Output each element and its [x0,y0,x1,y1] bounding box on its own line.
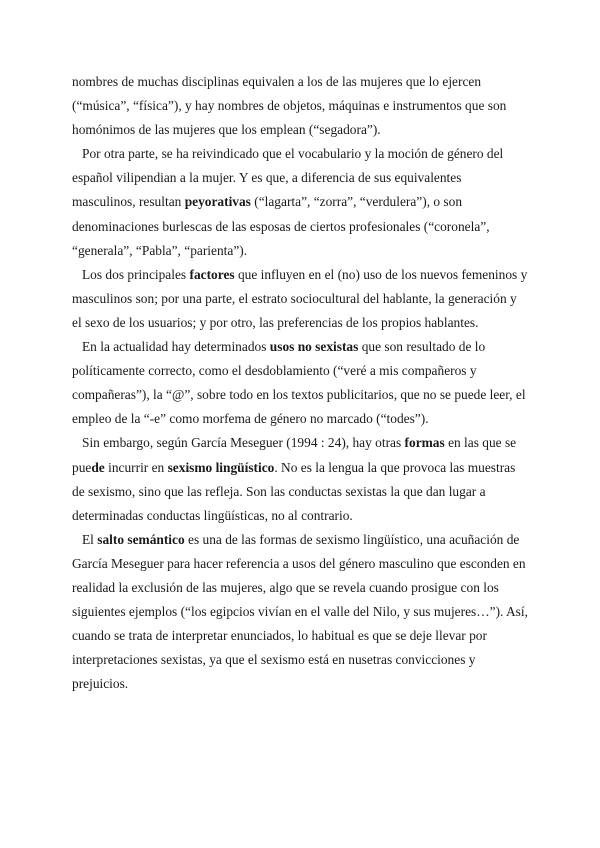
text-run: Los dos principales [82,266,190,282]
text-run: En la actualidad hay determinados [82,339,270,355]
text-run: Sin embargo, según García Meseguer (1994 : 24), hay otras [82,435,405,451]
text-run: . No es la lengua la que provoca las muestras de sexismo, sino que las refleja. Son las conductas sexistas la que dan lugar a determinadas conductas lingüísticas, no al contrario. [72,459,516,523]
paragraph-2 [72,142,528,262]
text-run: nombres de muchas disciplinas equivalen a los de las mujeres que lo ejercen (“música”, “física”), y hay nombres de objetos, máquinas e instrumentos que son homónimos de las mujeres que los emplean (“segadora”). [72,74,507,138]
text-run: es una de las formas de sexismo lingüístico, una acuñación de García Meseguer para hacer referencia a usos del género masculino que esconden en realidad la exclusión de las mujeres, algo que se revela cuando prosigue con los siguientes ejemplos (“los egipcios vivían en el valle del Nilo, y sus mujeres…”). Así, cuando se trata de interpretar enunciados, lo habitual es que se deje llevar por interpretaciones sexistas, ya que el sexismo está en nusetras convicciones y prejuicios. [72,531,528,692]
text-run: que influyen en el (no) uso de los nuevos femeninos y masculinos son; por una parte, el estrato sociocultural del hablante, la generación y el sexo de los usuarios; y por otro, las preferencias de los propios hablantes. [72,266,528,330]
bold-term-formas: formas [404,435,445,451]
text-run: incurrir en [104,459,168,475]
bold-term-peyorativas: peyorativas [184,194,251,210]
paragraph-1 [72,70,528,142]
document-page [72,70,528,696]
text-run: Por otra parte, se ha reivindicado que el vocabulario y la moción de género del español vilipendian a la mujer. Y es que, a diferencia de sus equivalentes masculinos, resultan [72,146,504,210]
text-run: El [82,531,98,547]
bold-fragment-de: de [91,459,105,475]
paragraph-5 [72,431,528,527]
paragraph-3 [72,263,528,335]
text-run: que son resultado de lo políticamente correcto, como el desdoblamiento (“veré a mis compañeros y compañeras”), la “@”, sobre todo en los textos publicitarios, que no se puede leer, el empleo de la “-e” como morfema de género no marcado (“todes”). [72,339,526,427]
bold-term-usos-no-sexistas: usos no sexistas [269,339,359,355]
paragraph-4 [72,335,528,431]
bold-term-factores: factores [189,266,235,282]
text-run: en las que se pue [72,435,517,475]
bold-term-sexismo-linguistico: sexismo lingüístico [167,459,275,475]
paragraph-6 [72,528,528,697]
bold-term-salto-semantico: salto semántico [97,531,185,547]
text-run: (“lagarta”, “zorra”, “verdulera”), o son denominaciones burlescas de las esposas de ciertos profesionales (“coronela”, “generala”, “Pabla”, “parienta”). [72,194,490,258]
